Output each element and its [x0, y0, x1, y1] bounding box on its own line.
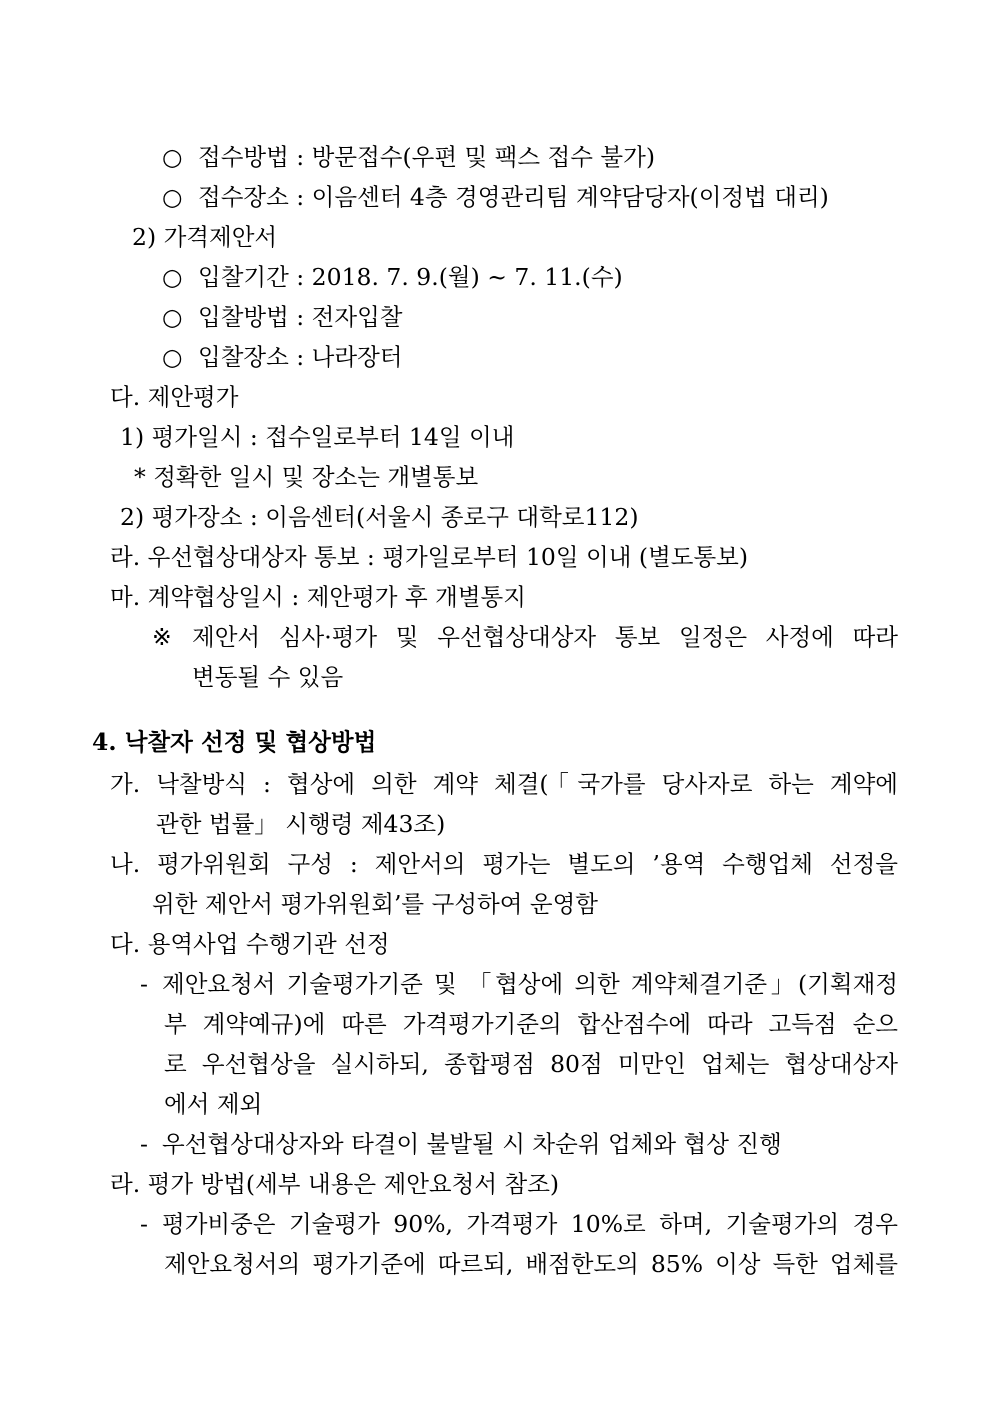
line-text: 로 우선협상을 실시하되, 종합평점 80점 미만인 업체는 협상대상자	[164, 1050, 898, 1078]
item-evaluation-place: 2) 평가장소 : 이음센터(서울시 종로구 대학로112)	[120, 503, 639, 531]
reference-mark-icon: ※	[152, 623, 172, 651]
line-text: 가. 낙찰방식 : 협상에 의한 계약 체결(「국가를 당사자로 하는 계약에	[110, 770, 898, 798]
line-text: 부 계약예규)에 따른 가격평가기준의 합산점수에 따라 고득점 순으	[164, 1010, 898, 1038]
section-priority-notice: 라. 우선협상대상자 통보 : 평가일로부터 10일 이내 (별도통보)	[110, 543, 749, 571]
section-heading-4: 4. 낙찰자 선정 및 협상방법	[92, 728, 377, 756]
section-proposal-evaluation: 다. 제안평가	[110, 383, 239, 411]
section-evaluation-method: 라. 평가 방법(세부 내용은 제안요청서 참조)	[110, 1170, 560, 1198]
dash-item-evaluation-weight	[140, 1204, 898, 1244]
bullet-line-submission-place	[162, 177, 829, 217]
dash-bullet-icon: -	[140, 1210, 148, 1238]
line-text	[192, 617, 898, 657]
circle-bullet-icon: ○	[162, 263, 183, 291]
circle-bullet-icon: ○	[162, 143, 183, 171]
line-text: 입찰방법 : 전자입찰	[198, 303, 403, 331]
reference-note-continued: 변동될 수 있음	[192, 663, 344, 691]
line-text: 우선협상대상자와 타결이 불발될 시 차순위 업체와 협상 진행	[162, 1130, 782, 1158]
line-text: 제안요청서 기술평가기준 및 「협상에 의한 계약체결기준」(기획재정	[162, 970, 898, 998]
line-text: 평가비중은 기술평가 90%, 가격평가 10%로 하며, 기술평가의 경우	[162, 1210, 898, 1238]
line-text: 접수장소 : 이음센터 4층 경영관리팀 계약담당자(이정법 대리)	[198, 183, 829, 211]
section-contractor-selection: 다. 용역사업 수행기관 선정	[110, 930, 390, 958]
line-text: 입찰기간 : 2018. 7. 9.(월) ~ 7. 11.(수)	[198, 263, 623, 291]
line-text: 접수방법 : 방문접수(우편 및 팩스 접수 불가)	[198, 143, 655, 171]
bullet-line-bid-place	[162, 337, 402, 377]
section-contract-negotiation: 마. 계약협상일시 : 제안평가 후 개별통지	[110, 583, 526, 611]
item-evaluation-date: 1) 평가일시 : 접수일로부터 14일 이내	[120, 423, 515, 451]
bullet-line-submission-method	[162, 137, 655, 177]
line-text: 나. 평가위원회 구성 : 제안서의 평가는 별도의 ’용역 수행업체 선정을	[110, 850, 898, 878]
item-evaluation-committee-continued: 위한 제안서 평가위원회’를 구성하여 운영함	[152, 890, 598, 918]
dash-item-next-rank	[140, 1124, 782, 1164]
dash-item-selection-criteria-line2	[164, 1004, 898, 1044]
dash-bullet-icon: -	[140, 1130, 148, 1158]
item-award-method	[110, 764, 898, 804]
item-award-method-continued: 관한 법률」 시행령 제43조)	[156, 810, 446, 838]
bullet-line-bid-method	[162, 297, 402, 337]
reference-note	[152, 617, 898, 657]
dash-item-selection-criteria	[140, 964, 898, 1004]
subsection-price-proposal: 2) 가격제안서	[132, 223, 278, 251]
dash-item-selection-criteria-line4: 에서 제외	[164, 1090, 263, 1118]
circle-bullet-icon: ○	[162, 343, 183, 371]
dash-bullet-icon: -	[140, 970, 148, 998]
item-evaluation-committee	[110, 844, 898, 884]
dash-item-selection-criteria-line3	[164, 1044, 898, 1084]
dash-item-evaluation-weight-line2	[164, 1244, 898, 1284]
line-text: 입찰장소 : 나라장터	[198, 343, 403, 371]
note-individual-notice: * 정확한 일시 및 장소는 개별통보	[134, 463, 479, 491]
circle-bullet-icon: ○	[162, 303, 183, 331]
line-text: 제안요청서의 평가기준에 따르되, 배점한도의 85% 이상 득한 업체를	[164, 1250, 898, 1278]
line-text-inner: 제안서 심사·평가 및 우선협상대상자 통보 일정은 사정에 따라	[192, 623, 898, 651]
bullet-line-bid-period	[162, 257, 623, 297]
circle-bullet-icon: ○	[162, 183, 183, 211]
